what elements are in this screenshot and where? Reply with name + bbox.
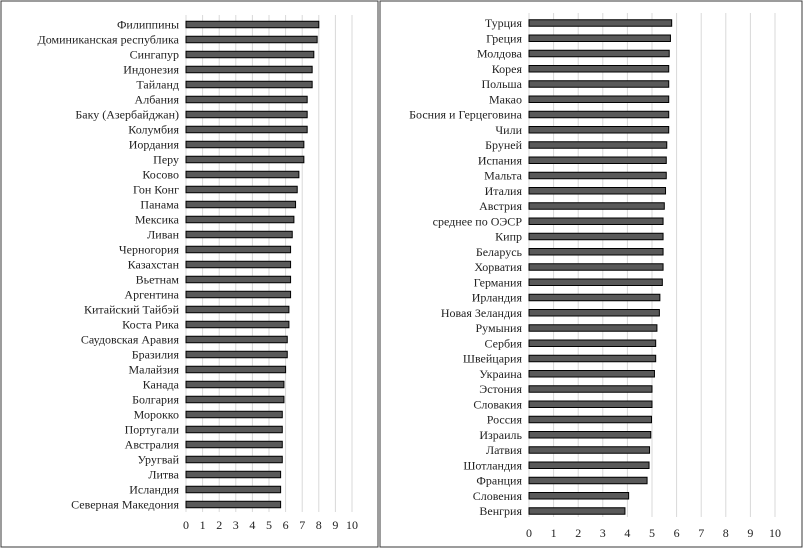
bar xyxy=(186,381,284,388)
category-label: Хорватия xyxy=(474,260,522,274)
bar xyxy=(186,66,312,73)
x-tick-label: 5 xyxy=(649,526,655,540)
category-label: Испания xyxy=(477,153,522,168)
x-tick-label: 9 xyxy=(332,518,339,532)
category-label: Казахстан xyxy=(127,257,179,272)
x-tick-label: 10 xyxy=(769,526,781,540)
bar xyxy=(529,249,663,256)
category-label: Мальта xyxy=(484,168,522,183)
bar xyxy=(529,371,654,378)
bar xyxy=(529,35,670,42)
bar xyxy=(186,471,281,478)
bar xyxy=(529,142,667,149)
category-label: Бразилия xyxy=(131,347,179,362)
category-label: среднее по ОЭСР xyxy=(432,214,522,229)
category-label: Новая Зеландия xyxy=(440,305,522,320)
bar xyxy=(186,186,297,193)
bar xyxy=(529,355,656,362)
bar xyxy=(529,340,656,347)
category-label: Сербия xyxy=(484,336,522,351)
category-label: Венгрия xyxy=(479,504,522,518)
x-tick-label: 2 xyxy=(216,518,223,532)
category-label: Кипр xyxy=(495,229,522,244)
bar xyxy=(529,20,672,27)
category-label: Турция xyxy=(484,16,522,30)
category-label: Латвия xyxy=(485,443,522,457)
category-label: Швейцария xyxy=(462,351,522,366)
bar xyxy=(529,462,649,469)
bar xyxy=(529,325,657,332)
category-label: Баку (Азербайджан) xyxy=(75,107,179,122)
bar xyxy=(186,501,281,508)
x-tick-label: 3 xyxy=(232,518,239,532)
x-tick-label: 1 xyxy=(199,518,206,532)
category-label: Словакия xyxy=(473,397,522,412)
bar xyxy=(186,81,312,88)
bar xyxy=(529,66,669,73)
category-label: Макао xyxy=(489,92,522,107)
bar xyxy=(186,141,304,148)
x-tick-label: 9 xyxy=(747,526,754,540)
bar xyxy=(186,486,281,493)
category-label: Австралия xyxy=(124,437,179,452)
bar xyxy=(529,493,629,500)
category-label: Малайзия xyxy=(128,362,179,377)
bar xyxy=(186,276,291,283)
category-label: Румыния xyxy=(475,321,522,335)
bar xyxy=(529,508,625,515)
x-tick-label: 0 xyxy=(526,526,532,540)
category-label: Босния и Герцеговина xyxy=(409,107,522,122)
bar xyxy=(186,441,282,448)
category-label: Перу xyxy=(153,152,179,167)
bar xyxy=(529,447,650,454)
bar xyxy=(529,111,669,118)
bar xyxy=(529,203,664,210)
category-label: Индонезия xyxy=(123,62,179,77)
category-label: Украина xyxy=(479,366,522,381)
bar xyxy=(529,294,660,301)
bar xyxy=(186,321,289,328)
category-label: Ливан xyxy=(147,227,179,242)
bar xyxy=(186,306,289,313)
x-tick-label: 8 xyxy=(315,518,322,532)
category-label: Бруней xyxy=(485,138,522,152)
bar xyxy=(186,426,282,433)
bar xyxy=(529,432,651,439)
category-label: Шотландия xyxy=(463,458,522,473)
x-tick-label: 1 xyxy=(550,526,557,540)
category-label: Иордания xyxy=(128,137,179,152)
category-label: Болгария xyxy=(132,392,179,407)
bar xyxy=(529,386,652,393)
category-label: Исландия xyxy=(129,482,179,497)
category-label: Литва xyxy=(148,467,179,482)
bar xyxy=(529,264,663,271)
category-label: Канада xyxy=(142,377,179,392)
bar xyxy=(529,233,663,240)
category-label: Эстония xyxy=(479,382,522,396)
bar xyxy=(186,456,282,463)
bar xyxy=(186,126,307,133)
bar xyxy=(186,366,286,373)
category-label: Вьетнам xyxy=(135,272,179,287)
category-label: Мексика xyxy=(134,212,179,227)
category-label: Чили xyxy=(495,122,522,137)
category-label: Италия xyxy=(484,183,522,198)
category-label: Доминиканская республика xyxy=(37,32,179,47)
x-tick-label: 6 xyxy=(673,526,680,540)
category-label: Россия xyxy=(486,412,522,427)
bar xyxy=(186,36,317,43)
category-label: Ирландия xyxy=(471,290,522,305)
x-tick-label: 5 xyxy=(266,518,272,532)
category-label: Германия xyxy=(473,275,522,290)
bar xyxy=(186,336,287,343)
category-label: Молдова xyxy=(476,46,522,61)
bar xyxy=(186,396,284,403)
bar xyxy=(186,246,291,253)
bar xyxy=(529,127,669,134)
category-label: Тайланд xyxy=(136,77,179,92)
x-tick-label: 4 xyxy=(249,518,256,532)
category-label: Словения xyxy=(472,488,522,503)
bar xyxy=(186,231,292,238)
category-label: Черногория xyxy=(118,242,179,257)
category-label: Польша xyxy=(481,77,522,91)
category-label: Беларусь xyxy=(475,244,522,259)
bar xyxy=(186,411,282,418)
category-label: Албания xyxy=(134,92,179,107)
x-tick-label: 7 xyxy=(299,518,306,532)
bar xyxy=(529,188,666,195)
category-label: Аргентина xyxy=(124,287,179,302)
x-tick-label: 10 xyxy=(346,518,358,532)
category-label: Греция xyxy=(486,31,522,46)
category-label: Филиппины xyxy=(116,17,179,32)
category-label: Австрия xyxy=(479,199,522,213)
category-label: Коста Рика xyxy=(122,317,179,332)
bar xyxy=(529,50,669,57)
x-tick-label: 4 xyxy=(624,526,631,540)
category-label: Гон Конг xyxy=(132,182,179,197)
category-label: Северная Македония xyxy=(71,497,179,512)
bar xyxy=(529,401,652,408)
x-tick-label: 3 xyxy=(599,526,606,540)
bar xyxy=(186,351,287,358)
bar xyxy=(529,157,666,164)
category-label: Франция xyxy=(476,473,522,488)
category-label: Колумбия xyxy=(128,122,179,137)
x-tick-label: 6 xyxy=(282,518,289,532)
bar xyxy=(186,96,307,103)
bar xyxy=(529,218,663,225)
bar xyxy=(529,96,669,103)
x-tick-label: 8 xyxy=(722,526,729,540)
bar xyxy=(186,51,314,58)
bar xyxy=(186,291,291,298)
bar xyxy=(186,201,296,208)
x-tick-label: 0 xyxy=(183,518,189,532)
bar xyxy=(529,172,666,179)
bar xyxy=(186,216,294,223)
category-label: Уругвай xyxy=(137,452,179,467)
category-label: Корея xyxy=(491,61,522,76)
bar xyxy=(186,171,299,178)
bar xyxy=(186,156,304,163)
bar xyxy=(529,81,669,88)
category-label: Панама xyxy=(140,197,179,212)
category-label: Китайский Тайбэй xyxy=(83,302,179,317)
category-label: Косово xyxy=(142,167,179,182)
bar xyxy=(529,416,652,423)
bar xyxy=(529,477,647,484)
bar xyxy=(186,111,307,118)
bar xyxy=(186,261,291,268)
category-label: Морокко xyxy=(133,407,179,422)
x-tick-label: 2 xyxy=(575,526,582,540)
bar xyxy=(186,21,319,28)
category-label: Сингапур xyxy=(129,47,179,62)
bar xyxy=(529,279,662,286)
bar xyxy=(529,310,659,317)
category-label: Израиль xyxy=(479,427,522,442)
x-tick-label: 7 xyxy=(698,526,705,540)
category-label: Саудовская Аравия xyxy=(80,332,179,347)
category-label: Португали xyxy=(124,422,179,437)
